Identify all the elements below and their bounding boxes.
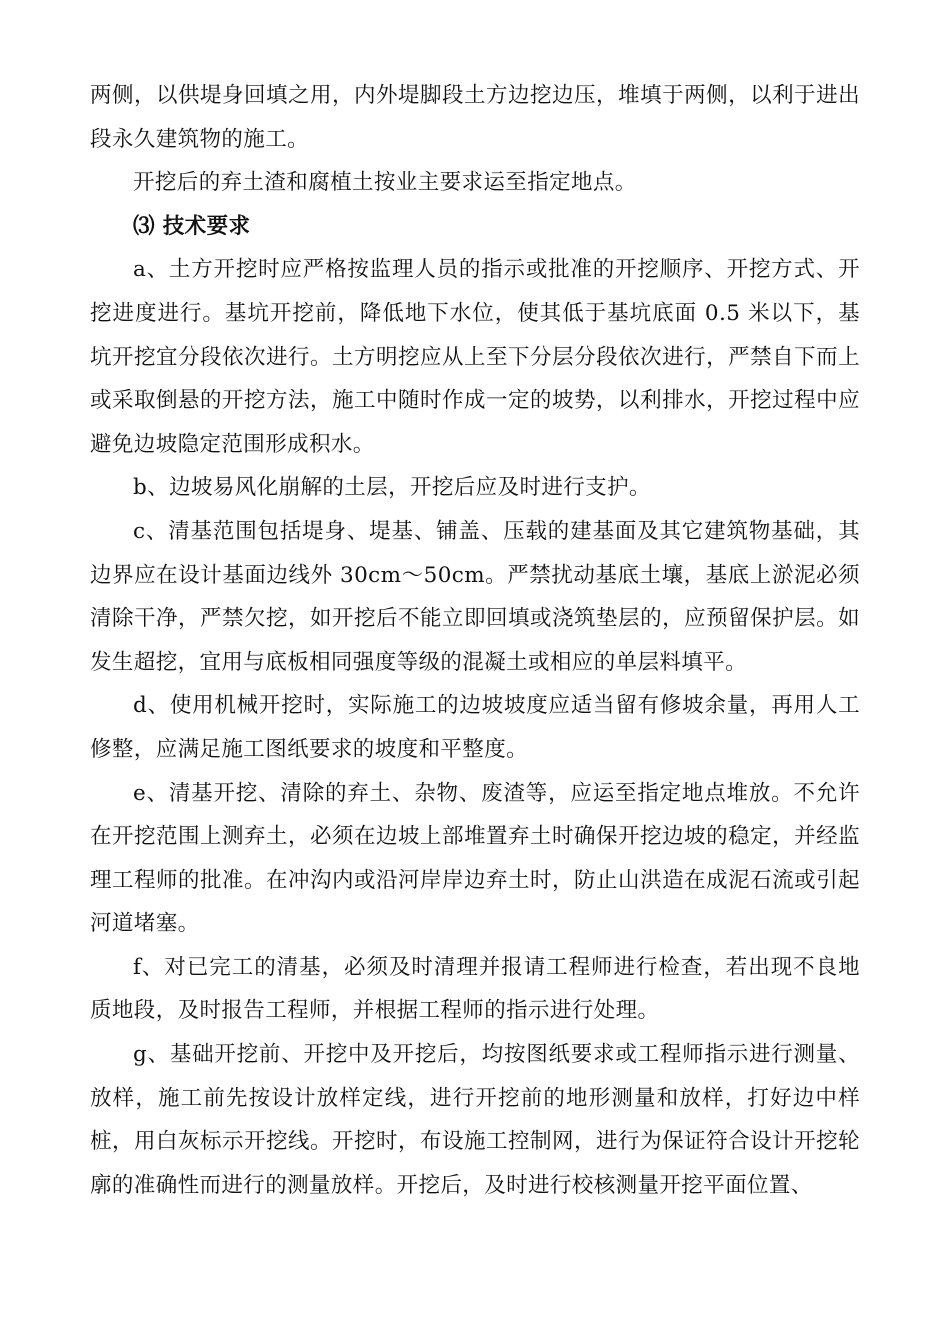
paragraph-continuation: 两侧，以供堤身回填之用，内外堤脚段土方边挖边压，堆填于两侧，以利于进出段永久建筑物的施工。 (90, 83, 860, 152)
paragraph-item-d: d、使用机械开挖时，实际施工的边坡坡度应适当留有修坡余量，再用人工修整，应满足施工图纸要求的坡度和平整度。 (90, 693, 860, 762)
paragraph-item-a: a、土方开挖时应严格按监理人员的指示或批准的开挖顺序、开挖方式、开挖进度进行。基坑开挖前，降低地下水位，使其低于基坑底面 0.5 米以下，基坑开挖宜分段依次进行。土方明挖应从上至下分层分段依次进行，严禁自下而上或采取倒悬的开挖方法，施工中随时作成一定的坡势，以利排水，开挖过程中应避免边坡隐定范围形成积水。 (90, 257, 860, 457)
paragraph-item-b: b、边坡易风化崩解的土层，开挖后应及时进行支护。 (133, 475, 651, 501)
paragraph-spoil-disposal: 开挖后的弃土渣和腐植土按业主要求运至指定地点。 (133, 170, 637, 196)
paragraph-item-f: f、对已完工的清基，必须及时清理并报请工程师进行检查，若出现不良地质地段，及时报告工程师，并根据工程师的指示进行处理。 (90, 954, 860, 1024)
section-heading-technical-requirements: ⑶ 技术要求 (133, 213, 251, 239)
paragraph-item-g: g、基础开挖前、开挖中及开挖后，均按图纸要求或工程师指示进行测量、放样，施工前先按设计放样定线，进行开挖前的地形测量和放样，打好边中样桩，用白灰标示开挖线。开挖时，布设施工控制网，进行为保证符合设计开挖轮廓的准确性而进行的测量放样。开挖后，及时进行校核测量开挖平面位置、 (90, 1042, 860, 1198)
paragraph-item-c: c、清基范围包括堤身、堤基、铺盖、压载的建基面及其它建筑物基础，其边界应在设计基面边线外 30cm～50cm。严禁扰动基底土壤，基底上淤泥必须清除干净，严禁欠挖，如开挖后不能立即回填或浇筑垫层的，应预留保护层。如发生超挖，宜用与底板相同强度等级的混凝土或相应的单层料填平。 (90, 518, 860, 675)
document-body (90, 74, 860, 1207)
paragraph-item-e: e、清基开挖、清除的弃土、杂物、废渣等，应运至指定地点堆放。不允许在开挖范围上测弃土，必须在边坡上部堆置弃土时确保开挖边坡的稳定，并经监理工程师的批准。在冲沟内或沿河岸岸边弃土时，防止山洪造在成泥石流或引起河道堵塞。 (90, 780, 860, 937)
